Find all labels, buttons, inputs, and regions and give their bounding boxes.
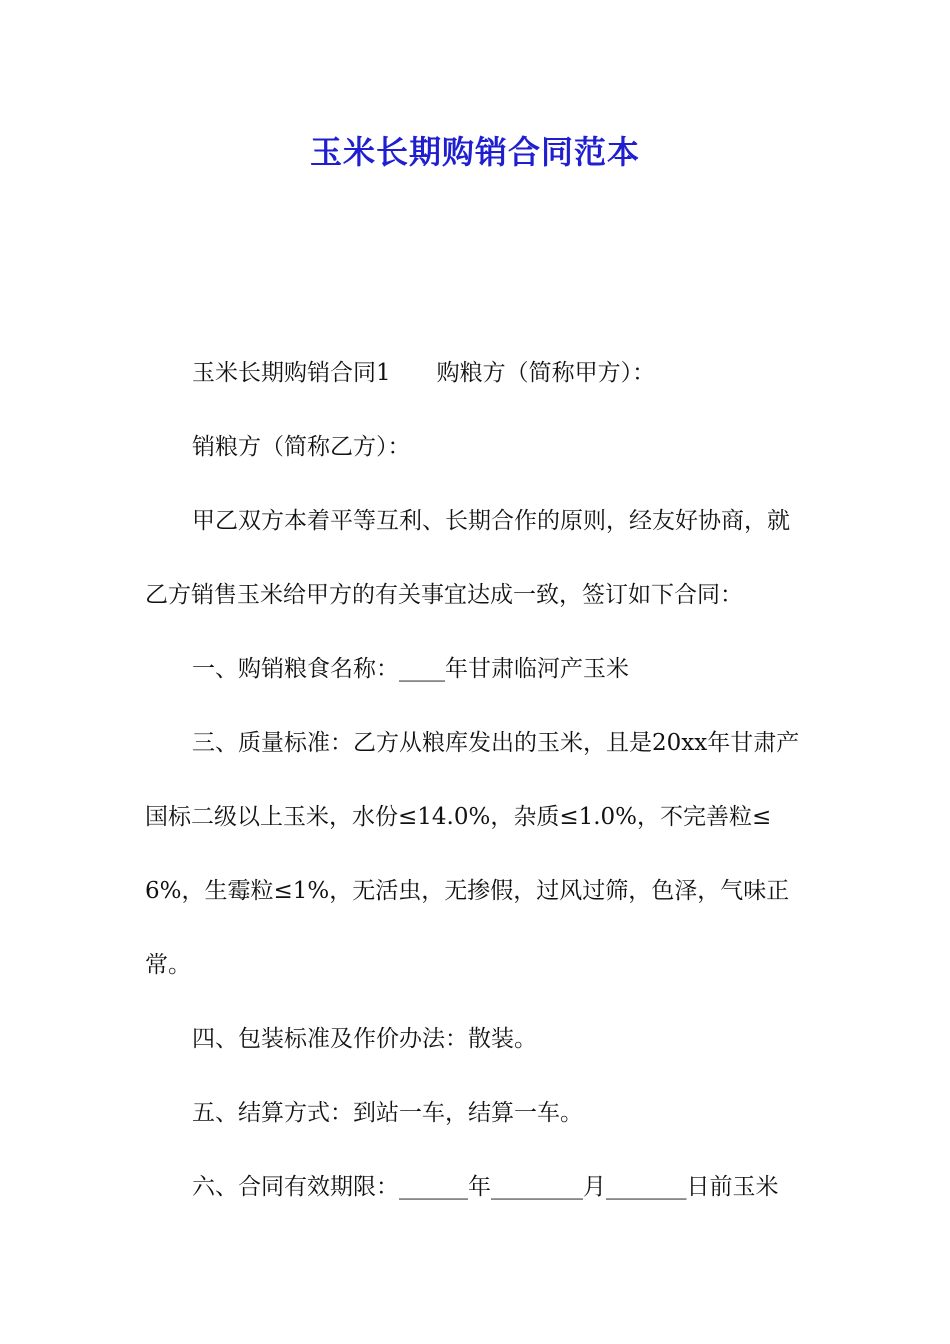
paragraph-seller: 销粮方（简称乙方）： [192, 434, 411, 460]
document-title: 玉米长期购销合同范本 [309, 133, 640, 171]
paragraph-item-4: 四、包装标准及作价办法：散装。 [192, 1026, 537, 1052]
paragraph-item-6: 六、合同有效期限：______年________月_______日前玉米 [192, 1174, 779, 1200]
paragraph-preamble: 甲乙双方本着平等互利、长期合作的原则，经友好协商，就乙方销售玉米给甲方的有关事宜达成一致，签订如下合同： [145, 508, 790, 608]
paragraph-item-1: 一、购销粮食名称：____年甘肃临河产玉米 [192, 656, 629, 682]
paragraph-header-buyer: 玉米长期购销合同1 购粮方（简称甲方）： [192, 360, 656, 386]
paragraph-item-5: 五、结算方式：到站一车，结算一车。 [192, 1100, 583, 1126]
paragraph-item-3: 三、质量标准：乙方从粮库发出的玉米，且是20xx年甘肃产国标二级以上玉米，水份≤14.0%，杂质≤1.0%，不完善粒≤6%，生霉粒≤1%，无活虫，无掺假，过风过筛，色泽，气味正常。 [145, 730, 800, 978]
document-body [145, 336, 807, 1224]
